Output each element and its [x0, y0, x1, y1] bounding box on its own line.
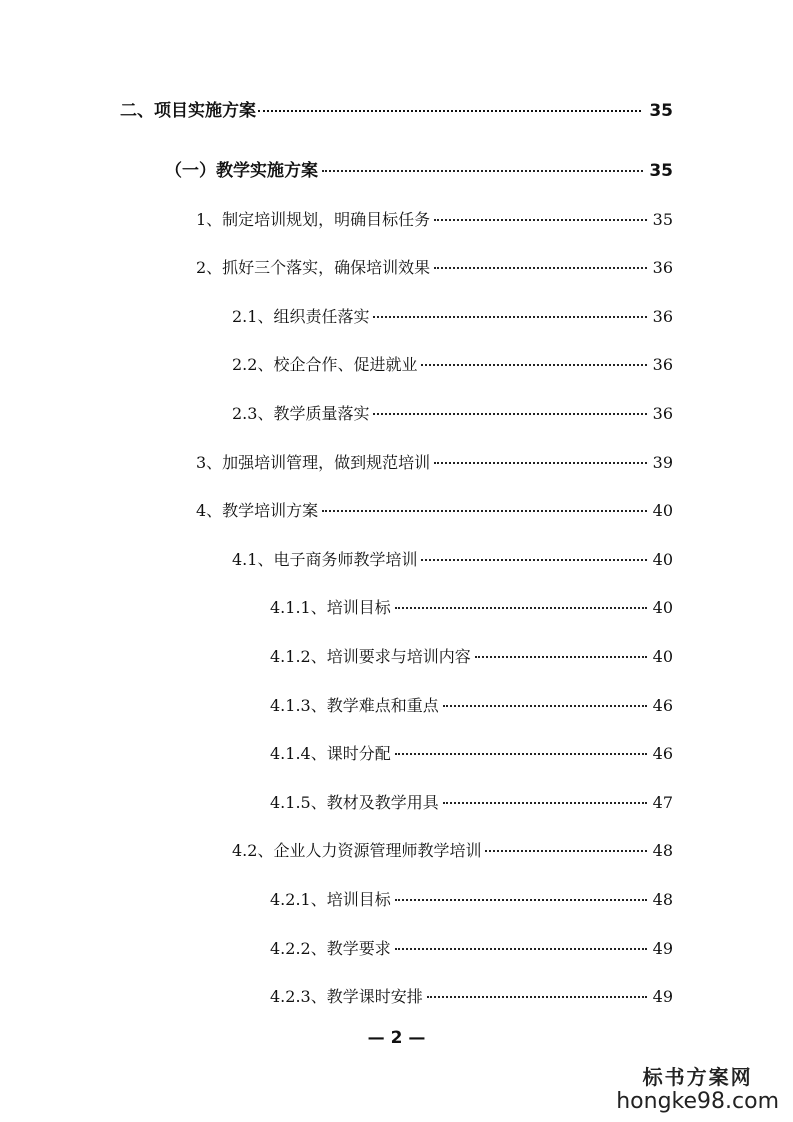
toc-entry-label: 二、项目实施方案 — [120, 101, 256, 121]
toc-dot-leader — [443, 802, 647, 804]
toc-entry-label: 4.1.2、培训要求与培训内容 — [270, 647, 471, 666]
toc-entry[interactable] — [270, 890, 673, 910]
toc-entry-label: 4.1、电子商务师教学培训 — [232, 550, 418, 569]
toc-entry[interactable] — [165, 161, 673, 181]
toc-dot-leader — [443, 705, 647, 707]
toc-entry[interactable] — [232, 550, 673, 570]
toc-entry-label: 2.2、校企合作、促进就业 — [232, 355, 418, 374]
toc-entry-page-number: 48 — [652, 890, 673, 909]
toc-entry-label: 4.1.1、培训目标 — [270, 598, 391, 617]
toc-entry[interactable] — [270, 793, 673, 813]
toc-dot-leader — [322, 510, 646, 512]
toc-dot-leader — [395, 899, 647, 901]
toc-dot-leader — [395, 753, 647, 755]
toc-entry[interactable] — [196, 258, 673, 278]
toc-entry-label: 4.1.5、教材及教学用具 — [270, 793, 439, 812]
toc-dot-leader — [322, 170, 643, 172]
toc-entry-page-number: 46 — [652, 696, 673, 715]
toc-dot-leader — [421, 364, 646, 366]
toc-entry[interactable] — [270, 598, 673, 618]
toc-entry-label: 2、抓好三个落实，确保培训效果 — [196, 258, 431, 277]
toc-dot-leader — [434, 267, 646, 269]
toc-entry-page-number: 40 — [652, 647, 673, 666]
toc-entry[interactable] — [270, 939, 673, 959]
toc-entry[interactable] — [270, 987, 673, 1007]
toc-entry-label: 4.2、企业人力资源管理师教学培训 — [232, 841, 482, 860]
toc-entry-page-number: 49 — [652, 939, 673, 958]
toc-dot-leader — [373, 413, 646, 415]
toc-entry-label: 4.2.3、教学课时安排 — [270, 987, 423, 1006]
toc-entry-label: 4.2.2、教学要求 — [270, 939, 391, 958]
toc-entry-label: 2.3、教学质量落实 — [232, 404, 370, 423]
toc-entry[interactable] — [196, 501, 673, 521]
toc-entry-page-number: 39 — [652, 453, 673, 472]
toc-entry-label: 4、教学培训方案 — [196, 501, 319, 520]
toc-dot-leader — [373, 316, 646, 318]
watermark — [616, 1061, 779, 1114]
toc-entry[interactable] — [270, 744, 673, 764]
toc-entry-label: （一）教学实施方案 — [165, 161, 318, 181]
toc-entry-page-number: 36 — [652, 404, 673, 423]
toc-entry-page-number: 49 — [652, 987, 673, 1006]
toc-entry[interactable] — [196, 210, 673, 230]
toc-entry-page-number: 40 — [652, 598, 673, 617]
toc-entry-label: 4.1.3、教学难点和重点 — [270, 696, 439, 715]
toc-entry[interactable] — [120, 101, 673, 121]
toc-dot-leader — [434, 462, 646, 464]
toc-entry-page-number: 40 — [652, 501, 673, 520]
toc-dot-leader — [258, 110, 641, 112]
watermark-title: 标书方案网 — [642, 1065, 753, 1089]
toc-dot-leader — [421, 559, 646, 561]
toc-entry-label: 4.2.1、培训目标 — [270, 890, 391, 909]
toc-dot-leader — [395, 948, 647, 950]
toc-entry[interactable] — [196, 453, 673, 473]
toc-entry[interactable] — [232, 841, 673, 861]
toc-dot-leader — [434, 219, 646, 221]
toc-entry-label: 2.1、组织责任落实 — [232, 307, 370, 326]
toc-entry-page-number: 48 — [652, 841, 673, 860]
toc-entry[interactable] — [232, 307, 673, 327]
toc-entry-label: 3、加强培训管理，做到规范培训 — [196, 453, 431, 472]
toc-entry-page-number: 47 — [652, 793, 673, 812]
toc-entry-page-number: 35 — [652, 210, 673, 229]
watermark-url: hongke98.com — [616, 1089, 779, 1114]
toc-dot-leader — [395, 607, 647, 609]
toc-entry[interactable] — [270, 647, 673, 667]
toc-entry-page-number: 36 — [652, 258, 673, 277]
toc-entry-page-number: 40 — [652, 550, 673, 569]
toc-entry-page-number: 46 — [652, 744, 673, 763]
toc-entry[interactable] — [232, 404, 673, 424]
toc-entry-label: 1、制定培训规划，明确目标任务 — [196, 210, 431, 229]
toc-entry-label: 4.1.4、课时分配 — [270, 744, 391, 763]
toc-entry[interactable] — [270, 696, 673, 716]
toc-entry-page-number: 35 — [649, 161, 673, 181]
toc-entry-page-number: 35 — [649, 101, 673, 121]
page-number: — 2 — — [367, 1028, 426, 1048]
toc-entry-page-number: 36 — [652, 355, 673, 374]
toc-dot-leader — [427, 996, 647, 998]
toc-entry[interactable] — [232, 355, 673, 375]
toc-dot-leader — [485, 850, 646, 852]
toc-dot-leader — [475, 656, 647, 658]
toc-entry-page-number: 36 — [652, 307, 673, 326]
